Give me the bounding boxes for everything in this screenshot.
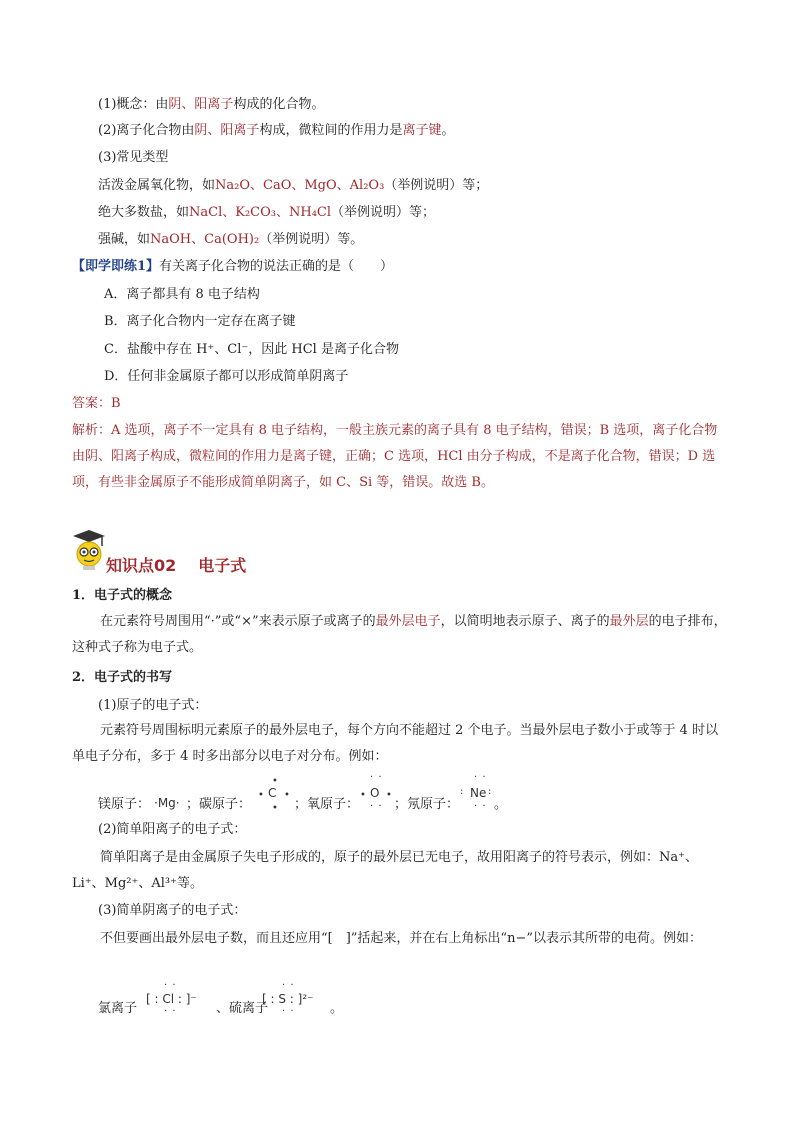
anion-text: 不但要画出最外层电子数，而且还应用“[ ]”括起来，并在右上角标出“n−”以表示其所带的电荷。例如： (100, 931, 702, 946)
text: 构成，微粒间的作用力是 (259, 123, 403, 138)
knowledge-point-title (106, 553, 246, 576)
o-formula: O (370, 786, 380, 800)
text: （举例说明）等。 (259, 232, 364, 247)
text: 活泼金属氧化物，如 (98, 178, 216, 193)
composition-line (98, 122, 454, 140)
text: 绝大多数盐，如 (98, 205, 190, 220)
ne-label: ；氖原子： (394, 797, 460, 812)
electron-pair: : (460, 786, 465, 797)
electron-pair: : (488, 786, 493, 797)
electron-dot: • (284, 790, 291, 801)
electron-dot: • (386, 790, 393, 801)
kp-number: 知识点02 (106, 556, 177, 575)
electron-dot: • (272, 776, 279, 787)
text: (1)概念：由 (98, 97, 169, 112)
anion-subheading: (3)简单阴离子的电子式： (98, 903, 247, 918)
highlight: 阴、阳离子 (194, 123, 260, 138)
mg-label: 镁原子： (98, 797, 151, 812)
text: 的电子排布，这种式子称为电子式。 (72, 614, 727, 655)
part1-text (72, 609, 728, 661)
electron-pair: · · (370, 772, 383, 783)
electron-pair: · · (164, 980, 177, 991)
part2-heading: 2．电子式的书写 (72, 670, 173, 685)
type-oxides (98, 177, 488, 195)
part1-heading: 1．电子式的概念 (72, 588, 173, 603)
electron-pair: · · (370, 801, 383, 812)
electron-pair: · · (164, 1006, 177, 1017)
atom-text: 元素符号周围标明元素原子的最外层电子，每个方向不能超过 2 个电子。当最外层电子数小于或等于 4 时以单电子分布，多于 4 时多出部分以电子对分布。例如： (72, 723, 719, 764)
electron-dot: • (272, 803, 279, 814)
electron-pair: · · (282, 980, 295, 991)
highlight: NaOH、Ca(OH)₂ (150, 232, 260, 247)
type-bases (98, 231, 363, 249)
text: 强碱，如 (98, 232, 151, 247)
text: 。 (441, 123, 455, 138)
cation-text: 简单阳离子是由金属原子失电子形成的，原子的最外层已无电子，故用阳离子的符号表示，例如：Na⁺、Li⁺、Mg²⁺、Al³⁺等。 (72, 850, 698, 891)
s-ion-formula: [ : S : ]²⁻ (262, 992, 314, 1006)
analysis: 解析：A 选项，离子不一定具有 8 电子结构，一般主族元素的离子具有 8 电子结构，错误；B 选项，离子化合物由阴、阳离子构成，微粒间的作用力是离子键，正确；C 选项，HCl 由分子构成，不是离子化合物，错误；D 选项，有些非金属原子不能形成简单阴离子，如 C、Si 等，错误。故选 B。 (72, 423, 718, 490)
exercise-question (72, 258, 393, 276)
highlight: 最外层电子 (375, 614, 441, 629)
electron-pair: · · (282, 1006, 295, 1017)
cation-subheading: (2)简单阳离子的电子式： (98, 822, 247, 837)
text: 在元素符号周围用“·”或“×”来表示原子或离子的 (100, 614, 376, 629)
option-c: C．盐酸中存在 H⁺、Cl⁻，因此 HCl 是离子化合物 (104, 342, 399, 357)
answer: 答案：B (72, 396, 121, 411)
ne-formula: Ne (470, 786, 487, 800)
c-formula: C (268, 786, 277, 800)
s-label: 、硫离子 (216, 1001, 269, 1016)
text: (2)离子化合物由 (98, 123, 195, 138)
text: 构成的化合物。 (233, 97, 325, 112)
highlight: NaCl、K₂CO₃、NH₄Cl (189, 205, 332, 220)
exercise-tag: 【即学即练1】 (72, 259, 160, 274)
types-heading: (3)常见类型 (98, 150, 169, 165)
kp-name: 电子式 (198, 556, 247, 575)
highlight: 阴、阳离子 (168, 97, 234, 112)
electron-dot: • (360, 790, 367, 801)
mascot-icon (69, 528, 107, 572)
text: ，以简明地表示原子、离子的 (440, 614, 610, 629)
concept-line (98, 96, 324, 114)
mg-formula: ·Mg· (154, 796, 180, 810)
anion-end: 。 (330, 1001, 344, 1016)
highlight: 最外层 (609, 614, 649, 629)
examples-end: 。 (494, 797, 508, 812)
highlight: 离子键 (402, 123, 442, 138)
text: （举例说明）等； (331, 205, 436, 220)
cl-label: 氯离子 (98, 1001, 138, 1016)
atom-subheading: (1)原子的电子式： (98, 698, 208, 713)
electron-pair: · · (474, 772, 487, 783)
cl-ion-formula: [ : Cl : ]⁻ (146, 992, 197, 1006)
option-b: B．离子化合物内一定存在离子键 (104, 314, 296, 329)
highlight: Na₂O、CaO、MgO、Al₂O₃ (215, 178, 385, 193)
question-text: 有关离子化合物的说法正确的是（ ） (159, 259, 394, 274)
type-salts (98, 204, 435, 222)
o-label: ；氧原子： (294, 797, 360, 812)
option-a: A．离子都具有 8 电子结构 (104, 287, 260, 302)
text: （举例说明）等； (384, 178, 489, 193)
c-label: ；碳原子： (186, 797, 252, 812)
electron-dot: • (258, 790, 265, 801)
electron-pair: · · (474, 801, 487, 812)
option-d: D．任何非金属原子都可以形成简单阴离子 (104, 369, 349, 384)
